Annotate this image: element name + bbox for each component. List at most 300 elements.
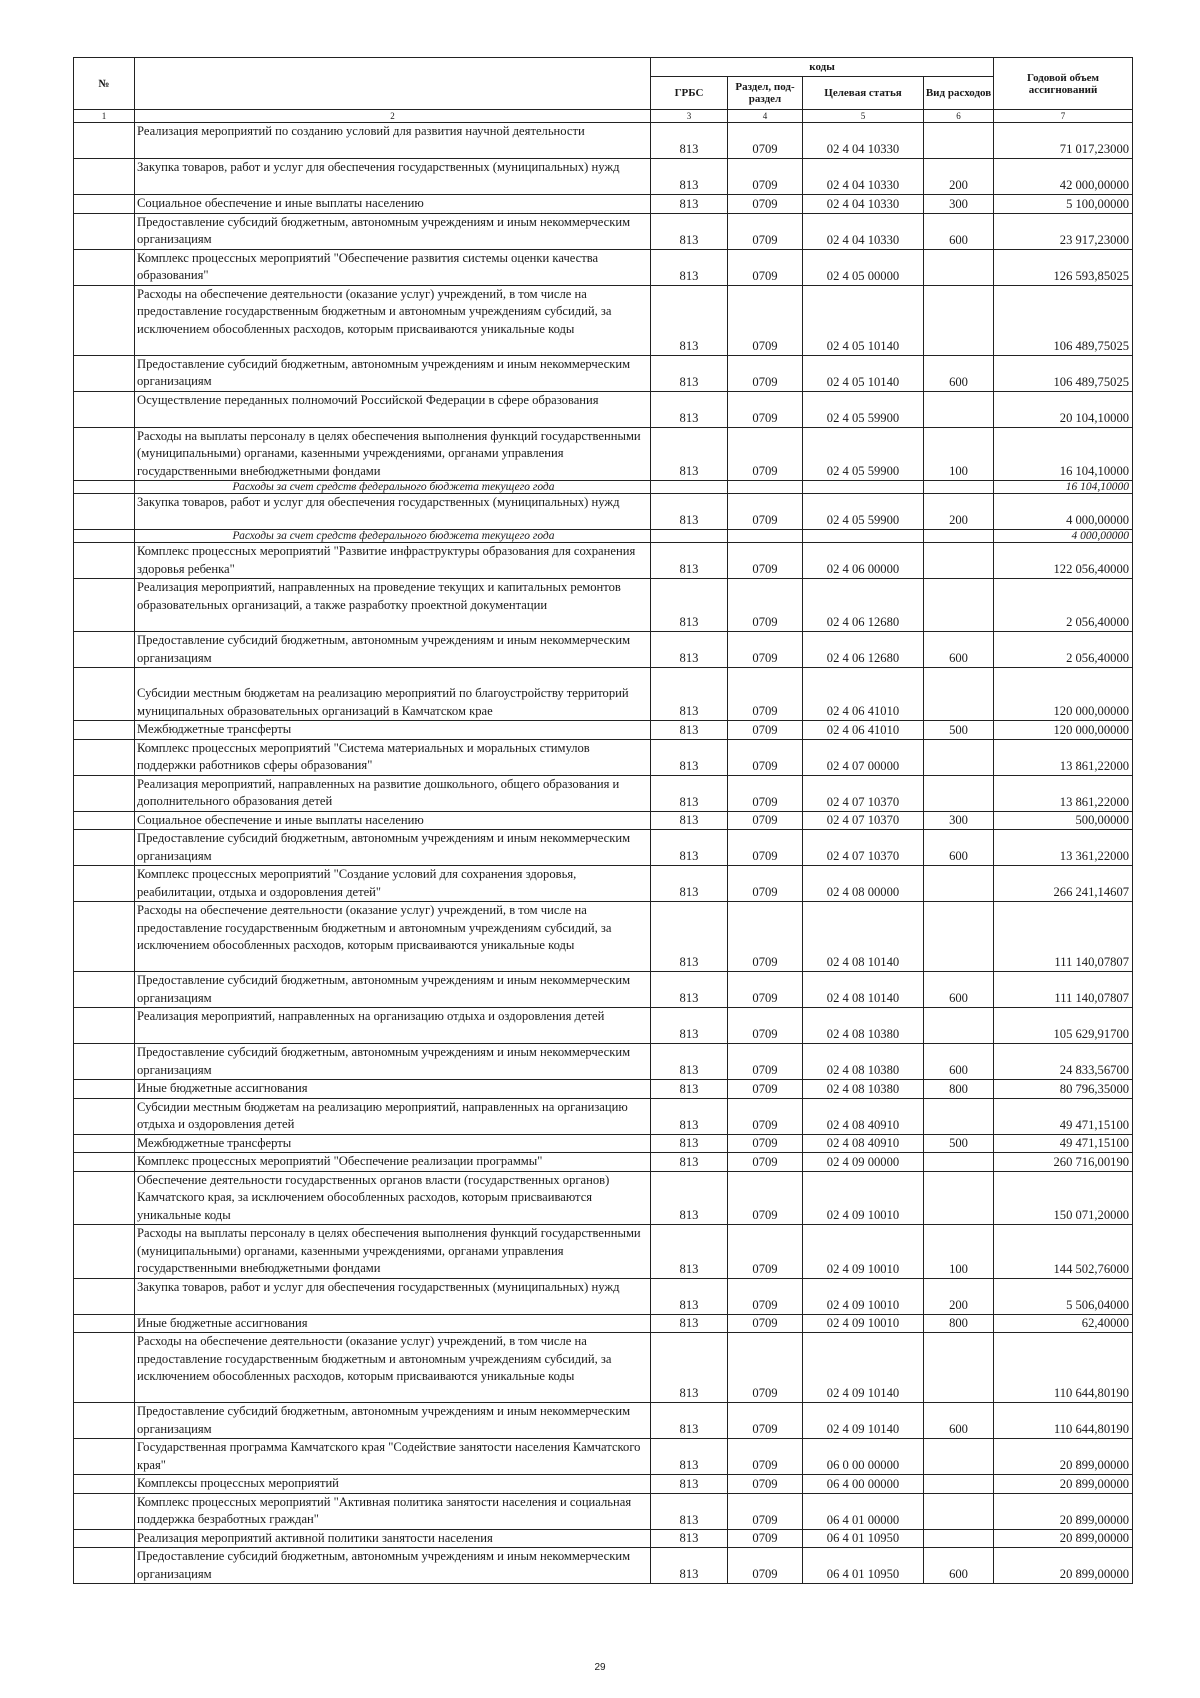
row-grbs-cell: 813 <box>651 811 728 830</box>
row-section-cell: 0709 <box>728 159 803 195</box>
row-name-cell: Комплекс процессных мероприятий "Развитие инфраструктуры образования для сохранения здоровья ребенка" <box>135 543 651 579</box>
row-name-cell: Обеспечение деятельности государственных органов власти (государственных органов) Камчатского края, за исключением обособленных расходов, которым присваиваются уникальные коды <box>135 1171 651 1225</box>
row-grbs-cell: 813 <box>651 391 728 427</box>
row-section-cell: 0709 <box>728 1475 803 1494</box>
row-type-cell <box>924 1333 994 1403</box>
row-number-cell <box>74 1529 135 1548</box>
row-amount-cell: 2 056,40000 <box>994 579 1133 632</box>
header-section: Раздел, под-раздел <box>728 77 803 110</box>
row-grbs-cell: 813 <box>651 830 728 866</box>
table-row <box>74 830 1133 866</box>
row-name-cell: Иные бюджетные ассигнования <box>135 1314 651 1333</box>
row-number-cell <box>74 427 135 481</box>
row-target-cell: 02 4 05 59900 <box>803 427 924 481</box>
header-target: Целевая статья <box>803 77 924 110</box>
row-type-cell <box>924 668 994 721</box>
row-target-cell: 02 4 08 10380 <box>803 1044 924 1080</box>
table-row <box>74 1403 1133 1439</box>
row-number-cell <box>74 1044 135 1080</box>
row-target-cell: 02 4 08 10140 <box>803 972 924 1008</box>
row-type-cell <box>924 530 994 543</box>
row-type-cell <box>924 543 994 579</box>
table-row <box>74 1008 1133 1044</box>
row-grbs-cell: 813 <box>651 1080 728 1099</box>
row-number-cell <box>74 811 135 830</box>
row-name-cell: Межбюджетные трансферты <box>135 1134 651 1153</box>
row-number-cell <box>74 830 135 866</box>
row-grbs-cell: 813 <box>651 195 728 214</box>
row-target-cell: 06 0 00 00000 <box>803 1439 924 1475</box>
row-number-cell <box>74 1548 135 1584</box>
row-number-cell <box>74 1134 135 1153</box>
row-amount-cell: 110 644,80190 <box>994 1333 1133 1403</box>
row-name-cell: Предоставление субсидий бюджетным, автономным учреждениям и иным некоммерческим организациям <box>135 1403 651 1439</box>
row-number-cell <box>74 159 135 195</box>
row-type-cell <box>924 391 994 427</box>
table-row <box>74 1171 1133 1225</box>
row-amount-cell: 20 899,00000 <box>994 1475 1133 1494</box>
row-type-cell <box>924 481 994 494</box>
row-grbs-cell: 813 <box>651 1098 728 1134</box>
row-name-cell: Предоставление субсидий бюджетным, автономным учреждениям и иным некоммерческим организациям <box>135 1044 651 1080</box>
row-target-cell: 02 4 07 10370 <box>803 830 924 866</box>
row-target-cell: 06 4 00 00000 <box>803 1475 924 1494</box>
header-name <box>135 58 651 110</box>
row-name-cell: Реализация мероприятий, направленных на проведение текущих и капитальных ремонтов образовательных организаций, а также разработку проектной документации <box>135 579 651 632</box>
table-row <box>74 355 1133 391</box>
row-type-cell <box>924 1153 994 1172</box>
row-type-cell: 800 <box>924 1080 994 1099</box>
row-type-cell <box>924 775 994 811</box>
row-grbs-cell: 813 <box>651 1548 728 1584</box>
table-row <box>74 775 1133 811</box>
row-name-cell: Расходы на обеспечение деятельности (оказание услуг) учреждений, в том числе на предоставление государственным бюджетным и автономным учреждениям субсидий, за исключением обособленных расходов, которым присваиваются уникальные коды <box>135 902 651 972</box>
row-section-cell: 0709 <box>728 1439 803 1475</box>
row-name-cell: Расходы на обеспечение деятельности (оказание услуг) учреждений, в том числе на предоставление государственным бюджетным и автономным учреждениям субсидий, за исключением обособленных расходов, которым присваиваются уникальные коды <box>135 285 651 355</box>
row-number-cell <box>74 1493 135 1529</box>
header-index: 4 <box>728 110 803 123</box>
page-number: 29 <box>594 1662 606 1673</box>
row-grbs-cell: 813 <box>651 159 728 195</box>
row-section-cell: 0709 <box>728 739 803 775</box>
row-grbs-cell: 813 <box>651 249 728 285</box>
header-index: 2 <box>135 110 651 123</box>
row-type-cell: 600 <box>924 213 994 249</box>
row-number-cell <box>74 775 135 811</box>
table-row <box>74 1278 1133 1314</box>
table-row <box>74 1153 1133 1172</box>
row-target-cell: 02 4 05 10140 <box>803 285 924 355</box>
row-number-cell <box>74 1171 135 1225</box>
row-number-cell <box>74 1278 135 1314</box>
row-type-cell: 600 <box>924 355 994 391</box>
row-section-cell: 0709 <box>728 775 803 811</box>
row-number-cell <box>74 1314 135 1333</box>
table-row <box>74 1493 1133 1529</box>
row-section-cell: 0709 <box>728 1008 803 1044</box>
row-section-cell: 0709 <box>728 123 803 159</box>
row-target-cell <box>803 530 924 543</box>
row-grbs-cell: 813 <box>651 1008 728 1044</box>
row-type-cell: 600 <box>924 972 994 1008</box>
table-row <box>74 1548 1133 1584</box>
row-grbs-cell: 813 <box>651 866 728 902</box>
row-section-cell: 0709 <box>728 1493 803 1529</box>
row-amount-cell: 49 471,15100 <box>994 1098 1133 1134</box>
row-type-cell <box>924 579 994 632</box>
row-type-cell <box>924 1008 994 1044</box>
row-target-cell: 02 4 08 40910 <box>803 1098 924 1134</box>
table-row <box>74 213 1133 249</box>
row-target-cell: 02 4 07 00000 <box>803 739 924 775</box>
row-section-cell: 0709 <box>728 427 803 481</box>
row-name-cell: Предоставление субсидий бюджетным, автономным учреждениям и иным некоммерческим организациям <box>135 355 651 391</box>
row-name-cell: Комплекс процессных мероприятий "Система материальных и моральных стимулов поддержки работников сферы образования" <box>135 739 651 775</box>
table-row <box>74 543 1133 579</box>
row-target-cell: 02 4 07 10370 <box>803 811 924 830</box>
row-amount-cell: 106 489,75025 <box>994 285 1133 355</box>
row-target-cell: 02 4 08 40910 <box>803 1134 924 1153</box>
row-type-cell <box>924 249 994 285</box>
row-type-cell <box>924 123 994 159</box>
row-type-cell: 100 <box>924 1225 994 1279</box>
row-number-cell <box>74 1080 135 1099</box>
row-section-cell: 0709 <box>728 1548 803 1584</box>
row-type-cell <box>924 1439 994 1475</box>
row-number-cell <box>74 866 135 902</box>
row-target-cell: 02 4 09 00000 <box>803 1153 924 1172</box>
row-type-cell: 100 <box>924 427 994 481</box>
row-grbs-cell: 813 <box>651 1439 728 1475</box>
row-name-cell: Реализация мероприятий, направленных на организацию отдыха и оздоровления детей <box>135 1008 651 1044</box>
table-row <box>74 481 1133 494</box>
row-number-cell <box>74 1439 135 1475</box>
row-type-cell: 300 <box>924 195 994 214</box>
row-number-cell <box>74 1225 135 1279</box>
row-section-cell: 0709 <box>728 1333 803 1403</box>
row-grbs-cell: 813 <box>651 775 728 811</box>
row-section-cell: 0709 <box>728 972 803 1008</box>
row-type-cell: 600 <box>924 1548 994 1584</box>
table-row <box>74 1529 1133 1548</box>
row-section-cell: 0709 <box>728 285 803 355</box>
row-grbs-cell <box>651 530 728 543</box>
budget-table-page <box>73 57 1132 1584</box>
row-type-cell <box>924 739 994 775</box>
table-row <box>74 249 1133 285</box>
row-amount-cell: 266 241,14607 <box>994 866 1133 902</box>
row-section-cell <box>728 530 803 543</box>
table-row <box>74 739 1133 775</box>
row-target-cell: 02 4 06 41010 <box>803 721 924 740</box>
row-grbs-cell: 813 <box>651 721 728 740</box>
row-target-cell: 02 4 09 10140 <box>803 1333 924 1403</box>
row-number-cell <box>74 543 135 579</box>
row-section-cell: 0709 <box>728 1080 803 1099</box>
row-target-cell: 02 4 04 10330 <box>803 123 924 159</box>
table-row <box>74 721 1133 740</box>
row-type-cell <box>924 866 994 902</box>
row-number-cell <box>74 355 135 391</box>
row-target-cell: 02 4 06 12680 <box>803 632 924 668</box>
row-section-cell: 0709 <box>728 1134 803 1153</box>
row-amount-cell: 20 899,00000 <box>994 1529 1133 1548</box>
row-target-cell: 02 4 09 10010 <box>803 1171 924 1225</box>
row-number-cell <box>74 530 135 543</box>
row-grbs-cell: 813 <box>651 213 728 249</box>
row-name-cell: Реализация мероприятий, направленных на развитие дошкольного, общего образования и дополнительного образования детей <box>135 775 651 811</box>
row-target-cell: 02 4 07 10370 <box>803 775 924 811</box>
row-type-cell <box>924 1171 994 1225</box>
row-grbs-cell: 813 <box>651 902 728 972</box>
header-index: 3 <box>651 110 728 123</box>
row-name-cell: Расходы за счет средств федерального бюджета текущего года <box>135 481 651 494</box>
table-row <box>74 195 1133 214</box>
row-type-cell <box>924 285 994 355</box>
row-amount-cell: 16 104,10000 <box>994 427 1133 481</box>
table-row <box>74 811 1133 830</box>
table-row <box>74 1439 1133 1475</box>
table-row <box>74 1080 1133 1099</box>
row-grbs-cell <box>651 481 728 494</box>
row-grbs-cell: 813 <box>651 1493 728 1529</box>
row-number-cell <box>74 1403 135 1439</box>
row-type-cell: 600 <box>924 632 994 668</box>
row-amount-cell: 13 861,22000 <box>994 775 1133 811</box>
row-name-cell: Иные бюджетные ассигнования <box>135 1080 651 1099</box>
row-grbs-cell: 813 <box>651 543 728 579</box>
row-number-cell <box>74 902 135 972</box>
row-name-cell: Осуществление переданных полномочий Российской Федерации в сфере образования <box>135 391 651 427</box>
row-target-cell: 02 4 08 10140 <box>803 902 924 972</box>
table-row <box>74 530 1133 543</box>
row-number-cell <box>74 213 135 249</box>
row-section-cell: 0709 <box>728 391 803 427</box>
header-index: 5 <box>803 110 924 123</box>
row-name-cell: Социальное обеспечение и иные выплаты населению <box>135 195 651 214</box>
row-grbs-cell: 813 <box>651 1278 728 1314</box>
row-amount-cell: 5 100,00000 <box>994 195 1133 214</box>
row-name-cell: Предоставление субсидий бюджетным, автономным учреждениям и иным некоммерческим организациям <box>135 830 651 866</box>
row-grbs-cell: 813 <box>651 1044 728 1080</box>
header-index: 1 <box>74 110 135 123</box>
row-section-cell: 0709 <box>728 902 803 972</box>
row-amount-cell: 105 629,91700 <box>994 1008 1133 1044</box>
row-name-cell: Закупка товаров, работ и услуг для обеспечения государственных (муниципальных) нужд <box>135 1278 651 1314</box>
table-row <box>74 1333 1133 1403</box>
row-target-cell: 02 4 08 10380 <box>803 1080 924 1099</box>
row-type-cell: 600 <box>924 830 994 866</box>
header-annual: Годовой объем ассигнований <box>994 58 1133 110</box>
row-grbs-cell: 813 <box>651 427 728 481</box>
row-target-cell: 02 4 06 12680 <box>803 579 924 632</box>
header-type: Вид расходов <box>924 77 994 110</box>
row-type-cell: 500 <box>924 721 994 740</box>
row-amount-cell: 150 071,20000 <box>994 1171 1133 1225</box>
row-section-cell: 0709 <box>728 830 803 866</box>
row-grbs-cell: 813 <box>651 668 728 721</box>
table-row <box>74 1475 1133 1494</box>
row-section-cell: 0709 <box>728 866 803 902</box>
row-type-cell: 600 <box>924 1403 994 1439</box>
row-section-cell: 0709 <box>728 811 803 830</box>
row-grbs-cell: 813 <box>651 285 728 355</box>
row-amount-cell: 16 104,10000 <box>994 481 1133 494</box>
row-grbs-cell: 813 <box>651 579 728 632</box>
header-index: 7 <box>994 110 1133 123</box>
row-section-cell: 0709 <box>728 1403 803 1439</box>
row-target-cell: 02 4 04 10330 <box>803 213 924 249</box>
row-section-cell: 0709 <box>728 668 803 721</box>
table-row <box>74 1314 1133 1333</box>
row-name-cell: Предоставление субсидий бюджетным, автономным учреждениям и иным некоммерческим организациям <box>135 213 651 249</box>
table-row <box>74 866 1133 902</box>
row-name-cell: Расходы на выплаты персоналу в целях обеспечения выполнения функций государственными (муниципальными) органами, казенными учреждениями, органами управления государственными внебюджетными фондами <box>135 427 651 481</box>
row-amount-cell: 49 471,15100 <box>994 1134 1133 1153</box>
row-name-cell: Субсидии местным бюджетам на реализацию мероприятий, направленных на организацию отдыха и оздоровления детей <box>135 1098 651 1134</box>
row-target-cell: 02 4 09 10010 <box>803 1278 924 1314</box>
row-target-cell: 02 4 06 41010 <box>803 668 924 721</box>
row-type-cell: 300 <box>924 811 994 830</box>
row-amount-cell: 110 644,80190 <box>994 1403 1133 1439</box>
row-section-cell: 0709 <box>728 543 803 579</box>
row-amount-cell: 24 833,56700 <box>994 1044 1133 1080</box>
row-amount-cell: 5 506,04000 <box>994 1278 1133 1314</box>
row-grbs-cell: 813 <box>651 355 728 391</box>
row-name-cell: Комплекс процессных мероприятий "Обеспечение развития системы оценки качества образования" <box>135 249 651 285</box>
row-number-cell <box>74 632 135 668</box>
table-row <box>74 972 1133 1008</box>
row-grbs-cell: 813 <box>651 1529 728 1548</box>
row-target-cell: 02 4 06 00000 <box>803 543 924 579</box>
table-body <box>74 123 1133 1584</box>
table-row <box>74 123 1133 159</box>
row-amount-cell: 20 899,00000 <box>994 1548 1133 1584</box>
table-header <box>74 58 1133 123</box>
row-section-cell: 0709 <box>728 579 803 632</box>
table-row <box>74 1044 1133 1080</box>
row-type-cell <box>924 1098 994 1134</box>
row-amount-cell: 42 000,00000 <box>994 159 1133 195</box>
row-grbs-cell: 813 <box>651 739 728 775</box>
row-name-cell: Социальное обеспечение и иные выплаты населению <box>135 811 651 830</box>
row-name-cell: Реализация мероприятий активной политики занятости населения <box>135 1529 651 1548</box>
row-name-cell: Предоставление субсидий бюджетным, автономным учреждениям и иным некоммерческим организациям <box>135 972 651 1008</box>
row-amount-cell: 122 056,40000 <box>994 543 1133 579</box>
row-number-cell <box>74 494 135 530</box>
row-section-cell: 0709 <box>728 1153 803 1172</box>
row-target-cell: 06 4 01 10950 <box>803 1548 924 1584</box>
row-number-cell <box>74 1008 135 1044</box>
row-number-cell <box>74 1475 135 1494</box>
row-type-cell: 500 <box>924 1134 994 1153</box>
row-section-cell: 0709 <box>728 1171 803 1225</box>
row-amount-cell: 120 000,00000 <box>994 668 1133 721</box>
row-target-cell: 02 4 04 10330 <box>803 159 924 195</box>
row-number-cell <box>74 1153 135 1172</box>
row-target-cell: 06 4 01 00000 <box>803 1493 924 1529</box>
row-name-cell: Государственная программа Камчатского края "Содействие занятости населения Камчатского края" <box>135 1439 651 1475</box>
row-grbs-cell: 813 <box>651 1171 728 1225</box>
row-section-cell: 0709 <box>728 1314 803 1333</box>
row-name-cell: Закупка товаров, работ и услуг для обеспечения государственных (муниципальных) нужд <box>135 494 651 530</box>
row-number-cell <box>74 481 135 494</box>
row-target-cell: 02 4 09 10010 <box>803 1314 924 1333</box>
row-section-cell: 0709 <box>728 494 803 530</box>
row-grbs-cell: 813 <box>651 1403 728 1439</box>
row-amount-cell: 13 861,22000 <box>994 739 1133 775</box>
row-type-cell <box>924 1493 994 1529</box>
row-grbs-cell: 813 <box>651 632 728 668</box>
header-index: 6 <box>924 110 994 123</box>
row-name-cell: Субсидии местным бюджетам на реализацию мероприятий по благоустройству территорий муниципальных образовательных организаций в Камчатском крае <box>135 668 651 721</box>
row-target-cell: 02 4 08 10380 <box>803 1008 924 1044</box>
table-row <box>74 1098 1133 1134</box>
row-grbs-cell: 813 <box>651 1153 728 1172</box>
row-name-cell: Комплекс процессных мероприятий "Обеспечение реализации программы" <box>135 1153 651 1172</box>
table-row <box>74 579 1133 632</box>
row-section-cell <box>728 481 803 494</box>
header-grbs: ГРБС <box>651 77 728 110</box>
row-target-cell: 02 4 09 10140 <box>803 1403 924 1439</box>
row-number-cell <box>74 579 135 632</box>
row-target-cell <box>803 481 924 494</box>
row-number-cell <box>74 1098 135 1134</box>
row-section-cell: 0709 <box>728 1044 803 1080</box>
row-grbs-cell: 813 <box>651 1314 728 1333</box>
row-name-cell: Межбюджетные трансферты <box>135 721 651 740</box>
header-number: № <box>74 58 135 110</box>
row-grbs-cell: 813 <box>651 972 728 1008</box>
row-grbs-cell: 813 <box>651 1225 728 1279</box>
row-amount-cell: 62,40000 <box>994 1314 1133 1333</box>
table-row <box>74 159 1133 195</box>
row-target-cell: 02 4 05 00000 <box>803 249 924 285</box>
row-type-cell <box>924 902 994 972</box>
row-number-cell <box>74 721 135 740</box>
row-name-cell: Комплекс процессных мероприятий "Создание условий для сохранения здоровья, реабилитации, отдыха и оздоровления детей" <box>135 866 651 902</box>
header-codes: коды <box>651 58 994 77</box>
row-target-cell: 06 4 01 10950 <box>803 1529 924 1548</box>
row-amount-cell: 111 140,07807 <box>994 972 1133 1008</box>
row-name-cell: Расходы на обеспечение деятельности (оказание услуг) учреждений, в том числе на предоставление государственным бюджетным и автономным учреждениям субсидий, за исключением обособленных расходов, которым присваиваются уникальные коды <box>135 1333 651 1403</box>
row-name-cell: Комплекс процессных мероприятий "Активная политика занятости населения и социальная поддержка безработных граждан" <box>135 1493 651 1529</box>
row-number-cell <box>74 668 135 721</box>
row-grbs-cell: 813 <box>651 1333 728 1403</box>
row-type-cell: 200 <box>924 159 994 195</box>
row-amount-cell: 80 796,35000 <box>994 1080 1133 1099</box>
row-number-cell <box>74 195 135 214</box>
row-amount-cell: 126 593,85025 <box>994 249 1133 285</box>
row-name-cell: Закупка товаров, работ и услуг для обеспечения государственных (муниципальных) нужд <box>135 159 651 195</box>
row-amount-cell: 13 361,22000 <box>994 830 1133 866</box>
row-name-cell: Реализация мероприятий по созданию условий для развития научной деятельности <box>135 123 651 159</box>
table-row <box>74 427 1133 481</box>
row-grbs-cell: 813 <box>651 1134 728 1153</box>
row-type-cell: 800 <box>924 1314 994 1333</box>
row-name-cell: Расходы за счет средств федерального бюджета текущего года <box>135 530 651 543</box>
row-type-cell <box>924 1529 994 1548</box>
row-amount-cell: 4 000,00000 <box>994 494 1133 530</box>
budget-table <box>73 57 1133 1584</box>
row-section-cell: 0709 <box>728 355 803 391</box>
row-target-cell: 02 4 05 59900 <box>803 494 924 530</box>
row-amount-cell: 144 502,76000 <box>994 1225 1133 1279</box>
table-row <box>74 1225 1133 1279</box>
row-number-cell <box>74 739 135 775</box>
row-section-cell: 0709 <box>728 721 803 740</box>
row-grbs-cell: 813 <box>651 123 728 159</box>
